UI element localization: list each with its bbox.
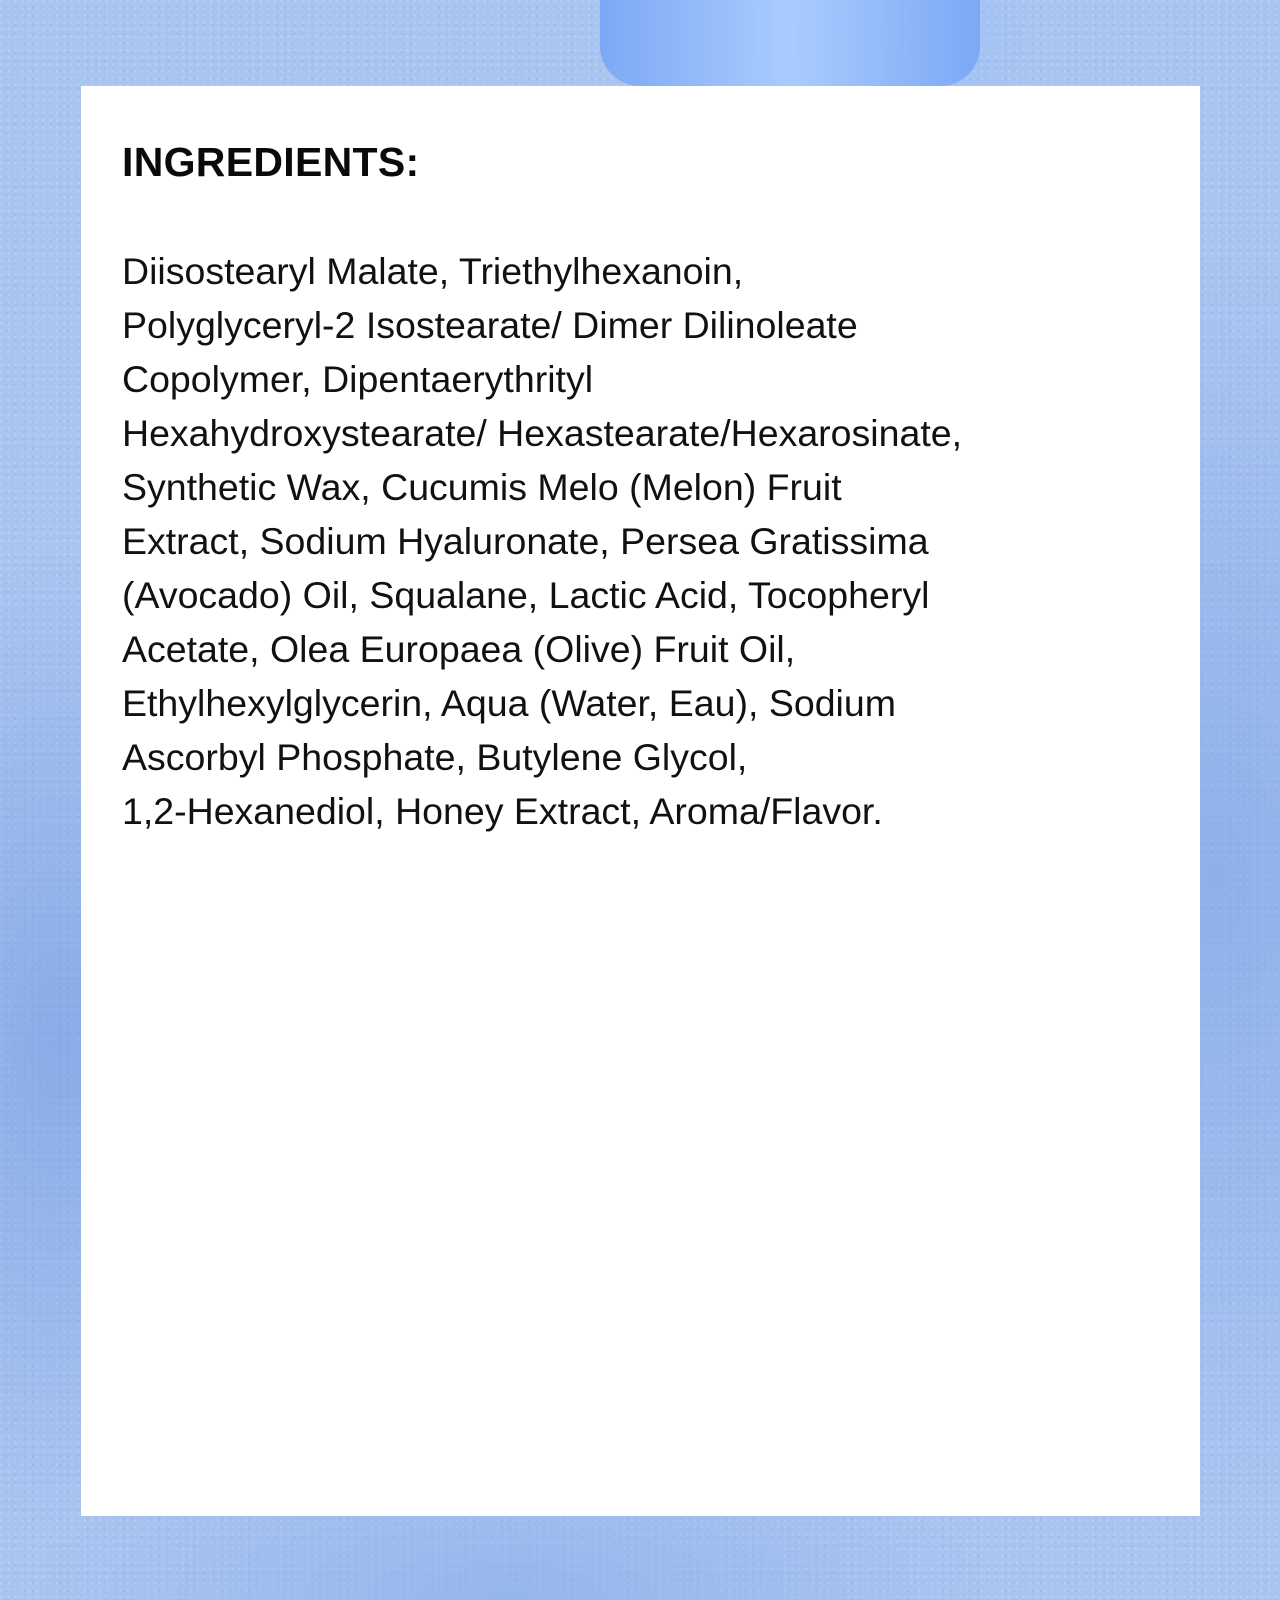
product-tube-silhouette <box>600 0 980 86</box>
ingredients-heading: INGREDIENTS: <box>122 139 420 185</box>
ingredients-list: Diisostearyl Malate, Triethylhexanoin, Polyglyceryl-2 Isostearate/ Dimer Dilinoleate Copolymer, Dipentaerythrityl Hexahydroxystearate/ Hexastearate/Hexarosinate, Synthetic Wax, Cucumis Melo (Melon) Fruit Extract, Sodium Hyaluronate, Persea Gratissima (Avocado) Oil, Squalane, Lactic Acid, Tocopheryl Acetate, Olea Europaea (Olive) Fruit Oil, Ethylhexylglycerin, Aqua (Water, Eau), Sodium Ascorbyl Phosphate, Butylene Glycol, 1,2-Hexanediol, Honey Extract, Aroma/Flavor. <box>122 250 963 832</box>
ingredients-card <box>81 86 1200 1516</box>
